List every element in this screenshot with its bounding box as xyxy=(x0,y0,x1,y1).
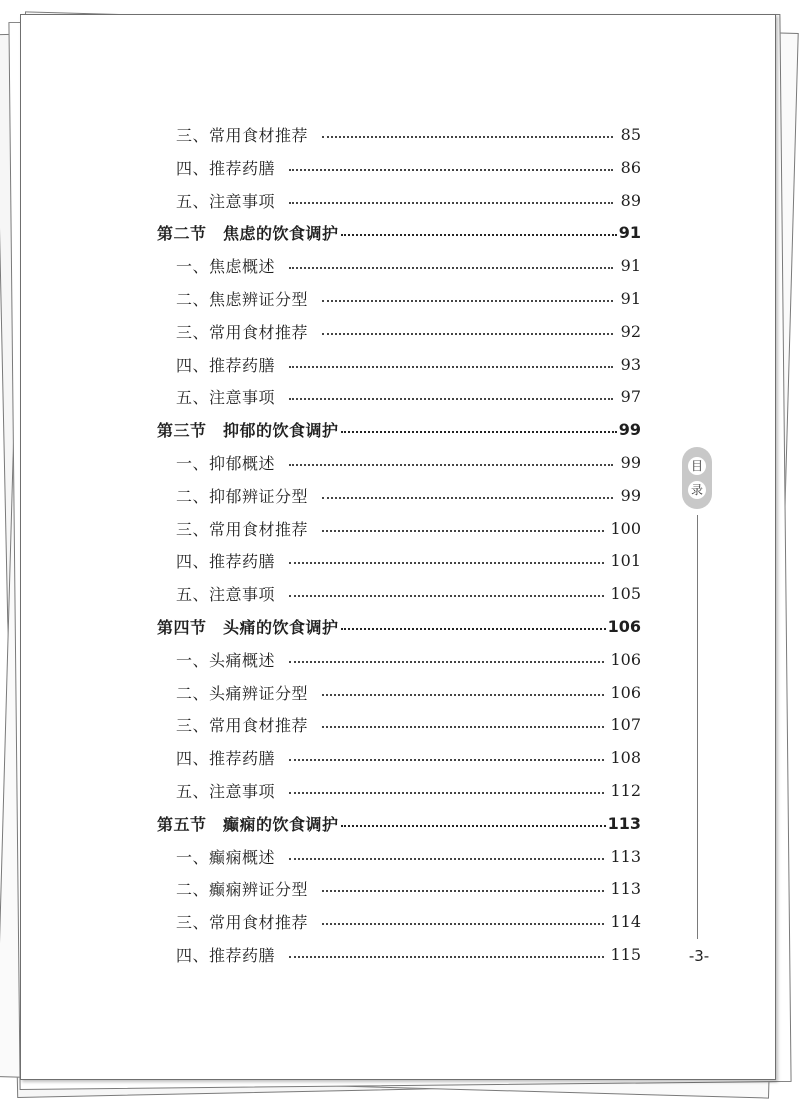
toc-entry-row xyxy=(176,778,641,802)
toc-page-number: 89 xyxy=(620,190,641,210)
toc-page-number: 114 xyxy=(610,911,641,931)
toc-entry-row xyxy=(176,516,641,540)
toc-title: 三、常用食材推荐 xyxy=(176,519,309,539)
toc-page-number: 106 xyxy=(610,682,641,702)
toc-page-number: 99 xyxy=(618,419,641,439)
toc-entry-row xyxy=(176,253,641,277)
dot-leader xyxy=(289,792,604,794)
section-tab xyxy=(682,447,712,509)
dot-leader xyxy=(289,169,613,171)
toc-page-number: 100 xyxy=(610,518,641,538)
toc-title: 第二节 焦虑的饮食调护 xyxy=(157,223,339,243)
toc-page-number: 108 xyxy=(610,747,641,767)
toc-page-number: 105 xyxy=(610,583,641,603)
toc-title: 四、推荐药膳 xyxy=(176,551,276,571)
dot-leader xyxy=(322,890,604,892)
toc-page-number: 92 xyxy=(620,321,641,341)
dot-leader xyxy=(322,333,613,335)
toc-title: 一、癫痫概述 xyxy=(176,847,276,867)
toc-page-number: 91 xyxy=(620,255,641,275)
toc-section-row xyxy=(157,811,641,835)
dot-leader xyxy=(341,825,606,827)
toc-page-number: 106 xyxy=(610,649,641,669)
toc-section-row xyxy=(157,417,641,441)
toc-entry-row xyxy=(176,876,641,900)
dot-leader xyxy=(289,366,613,368)
section-tab-char: 目 xyxy=(688,457,706,475)
toc-entry-row xyxy=(176,483,641,507)
toc-entry-row xyxy=(176,384,641,408)
toc-title: 五、注意事项 xyxy=(176,781,276,801)
dot-leader xyxy=(289,595,604,597)
toc-page-number: 97 xyxy=(620,386,641,406)
dot-leader xyxy=(322,530,604,532)
dot-leader xyxy=(289,759,604,761)
toc-title: 二、头痛辨证分型 xyxy=(176,683,309,703)
toc-title: 第四节 头痛的饮食调护 xyxy=(157,617,339,637)
toc-entry-row xyxy=(176,319,641,343)
dot-leader xyxy=(341,431,617,433)
dot-leader xyxy=(289,661,604,663)
toc-page-number: 101 xyxy=(610,550,641,570)
toc-entry-row xyxy=(176,712,641,736)
dot-leader xyxy=(289,267,613,269)
toc-page-number: 86 xyxy=(620,157,641,177)
toc-title: 第五节 癫痫的饮食调护 xyxy=(157,814,339,834)
toc-page-number: 91 xyxy=(620,288,641,308)
toc-title: 四、推荐药膳 xyxy=(176,355,276,375)
toc-title: 二、抑郁辨证分型 xyxy=(176,486,309,506)
toc-page-number: 107 xyxy=(610,714,641,734)
toc-entry-row xyxy=(176,942,641,966)
toc-title: 第三节 抑郁的饮食调护 xyxy=(157,420,339,440)
toc-page-number: 112 xyxy=(610,780,641,800)
toc-title: 三、常用食材推荐 xyxy=(176,715,309,735)
toc-entry-row xyxy=(176,352,641,376)
toc-title: 四、推荐药膳 xyxy=(176,158,276,178)
toc-entry-row xyxy=(176,450,641,474)
toc-page-number: 91 xyxy=(618,222,641,242)
dot-leader xyxy=(289,562,604,564)
toc-title: 四、推荐药膳 xyxy=(176,748,276,768)
section-tab-char: 录 xyxy=(688,481,706,499)
dot-leader xyxy=(322,300,613,302)
toc-title: 四、推荐药膳 xyxy=(176,945,276,965)
dot-leader xyxy=(289,464,613,466)
dot-leader xyxy=(341,234,617,236)
toc-entry-row xyxy=(176,155,641,179)
toc-entry-row xyxy=(176,188,641,212)
toc-entry-row xyxy=(176,745,641,769)
toc-title: 一、焦虑概述 xyxy=(176,256,276,276)
toc-page-number: 106 xyxy=(607,616,641,636)
toc-page-number: 85 xyxy=(620,124,641,144)
toc-entry-row xyxy=(176,581,641,605)
toc-section-row xyxy=(157,614,641,638)
dot-leader xyxy=(322,497,613,499)
dot-leader xyxy=(289,858,604,860)
toc-page-number: 99 xyxy=(620,485,641,505)
toc-title: 三、常用食材推荐 xyxy=(176,322,309,342)
toc-page-number: 93 xyxy=(620,354,641,374)
dot-leader xyxy=(341,628,606,630)
dot-leader xyxy=(322,136,613,138)
dot-leader xyxy=(322,923,604,925)
dot-leader xyxy=(289,202,613,204)
toc-page-number: 113 xyxy=(607,813,641,833)
toc-page-number: 99 xyxy=(620,452,641,472)
toc-title: 五、注意事项 xyxy=(176,191,276,211)
toc-title: 二、癫痫辨证分型 xyxy=(176,879,309,899)
toc-page-number: 113 xyxy=(610,878,641,898)
toc-title: 五、注意事项 xyxy=(176,387,276,407)
toc-title: 五、注意事项 xyxy=(176,584,276,604)
toc-title: 三、常用食材推荐 xyxy=(176,125,309,145)
toc-entry-row xyxy=(176,122,641,146)
document-page xyxy=(20,14,776,1080)
table-of-contents xyxy=(21,15,775,1079)
toc-page-number: 115 xyxy=(610,944,641,964)
toc-title: 三、常用食材推荐 xyxy=(176,912,309,932)
dot-leader xyxy=(289,956,604,958)
toc-section-row xyxy=(157,220,641,244)
dot-leader xyxy=(322,726,604,728)
dot-leader xyxy=(322,694,604,696)
dot-leader xyxy=(289,398,613,400)
toc-entry-row xyxy=(176,680,641,704)
page-number: -3- xyxy=(688,947,710,965)
toc-entry-row xyxy=(176,647,641,671)
side-rule xyxy=(697,515,698,939)
toc-entry-row xyxy=(176,844,641,868)
toc-title: 一、抑郁概述 xyxy=(176,453,276,473)
toc-page-number: 113 xyxy=(610,846,641,866)
toc-entry-row xyxy=(176,548,641,572)
toc-entry-row xyxy=(176,286,641,310)
toc-title: 一、头痛概述 xyxy=(176,650,276,670)
toc-title: 二、焦虑辨证分型 xyxy=(176,289,309,309)
toc-entry-row xyxy=(176,909,641,933)
